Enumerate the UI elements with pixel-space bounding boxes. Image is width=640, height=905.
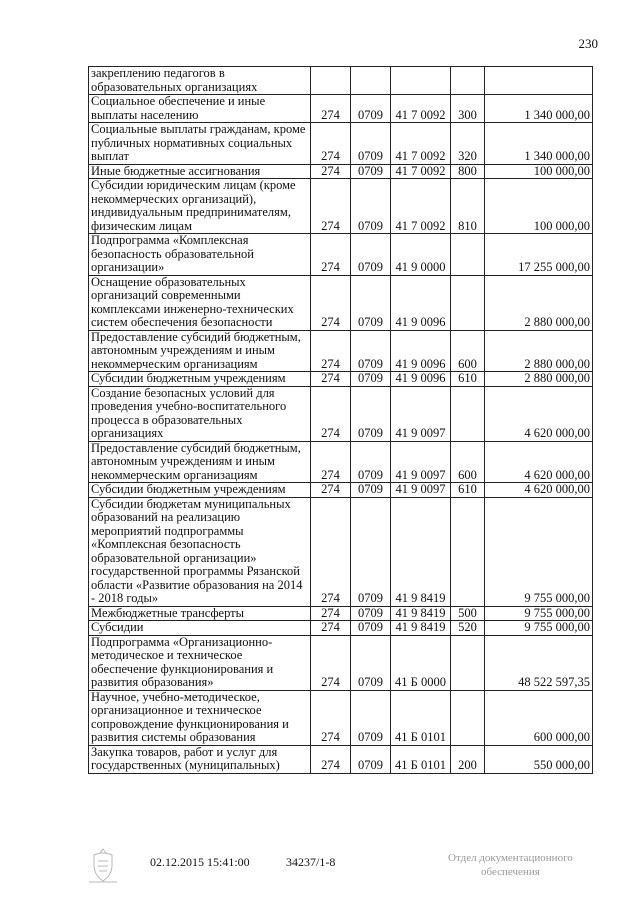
- cell-name: Подпрограмма «Организационно-методическое и техническое обеспечение функционирования и развития образования»: [89, 635, 311, 690]
- cell-c2: 0709: [351, 745, 391, 773]
- cell-c4: [451, 67, 485, 95]
- cell-c1: [311, 67, 351, 95]
- emblem-icon: [86, 846, 120, 884]
- cell-amount: 550 000,00: [485, 745, 593, 773]
- cell-c3: 41 9 0096: [391, 372, 451, 387]
- table-row: [89, 275, 593, 330]
- cell-c3: 41 Б 0000: [391, 635, 451, 690]
- cell-name: Иные бюджетные ассигнования: [89, 164, 311, 179]
- cell-c1: 274: [311, 386, 351, 441]
- cell-c3: 41 9 0097: [391, 386, 451, 441]
- cell-c3: 41 7 0092: [391, 123, 451, 165]
- table-row: [89, 372, 593, 387]
- table-row: [89, 690, 593, 745]
- cell-c1: 274: [311, 95, 351, 123]
- cell-c2: 0709: [351, 372, 391, 387]
- cell-c1: 274: [311, 635, 351, 690]
- cell-c1: 274: [311, 606, 351, 621]
- cell-name: Создание безопасных условий для проведения учебно-воспитательного процесса в образовательных организациях: [89, 386, 311, 441]
- cell-c2: 0709: [351, 606, 391, 621]
- table-row: [89, 621, 593, 636]
- table-row: [89, 164, 593, 179]
- cell-c1: 274: [311, 497, 351, 606]
- cell-name: Предоставление субсидий бюджетным, автономным учреждениям и иным некоммерческим организациям: [89, 330, 311, 372]
- cell-amount: 4 620 000,00: [485, 483, 593, 498]
- cell-c1: 274: [311, 275, 351, 330]
- cell-c1: 274: [311, 123, 351, 165]
- cell-c3: 41 9 0000: [391, 234, 451, 276]
- cell-c1: 274: [311, 164, 351, 179]
- cell-c4: [451, 497, 485, 606]
- cell-c1: 274: [311, 372, 351, 387]
- cell-c3: 41 Б 0101: [391, 690, 451, 745]
- table-row: [89, 483, 593, 498]
- cell-c4: 810: [451, 179, 485, 234]
- cell-c4: [451, 234, 485, 276]
- cell-c1: 274: [311, 745, 351, 773]
- cell-c2: 0709: [351, 621, 391, 636]
- cell-name: Оснащение образовательных организаций современными комплексами инженерно-технических систем обеспечения безопасности: [89, 275, 311, 330]
- cell-name: Межбюджетные трансферты: [89, 606, 311, 621]
- table-row: [89, 745, 593, 773]
- table-row: [89, 330, 593, 372]
- cell-amount: 9 755 000,00: [485, 497, 593, 606]
- cell-c2: 0709: [351, 386, 391, 441]
- cell-name: Подпрограмма «Комплексная безопасность образовательной организации»: [89, 234, 311, 276]
- table-row: [89, 123, 593, 165]
- cell-amount: 4 620 000,00: [485, 441, 593, 483]
- cell-c4: 200: [451, 745, 485, 773]
- table-row: [89, 441, 593, 483]
- cell-c3: 41 9 0097: [391, 483, 451, 498]
- cell-name: Закупка товаров, работ и услуг для государственных (муниципальных): [89, 745, 311, 773]
- cell-c4: 600: [451, 330, 485, 372]
- cell-amount: 1 340 000,00: [485, 123, 593, 165]
- table-row: [89, 497, 593, 606]
- footer-datetime: 02.12.2015 15:41:00: [150, 855, 250, 869]
- cell-amount: 100 000,00: [485, 164, 593, 179]
- table-row: [89, 606, 593, 621]
- cell-c3: 41 9 8419: [391, 497, 451, 606]
- cell-amount: 9 755 000,00: [485, 606, 593, 621]
- cell-name: Социальные выплаты гражданам, кроме публичных нормативных социальных выплат: [89, 123, 311, 165]
- table-row: [89, 234, 593, 276]
- cell-c4: [451, 275, 485, 330]
- cell-c3: 41 9 8419: [391, 606, 451, 621]
- cell-amount: 17 255 000,00: [485, 234, 593, 276]
- cell-amount: 100 000,00: [485, 179, 593, 234]
- cell-amount: 4 620 000,00: [485, 386, 593, 441]
- cell-c3: 41 Б 0101: [391, 745, 451, 773]
- table-row: [89, 179, 593, 234]
- table-row: [89, 386, 593, 441]
- cell-c4: 500: [451, 606, 485, 621]
- cell-c2: 0709: [351, 123, 391, 165]
- cell-c1: 274: [311, 690, 351, 745]
- cell-c1: 274: [311, 330, 351, 372]
- cell-c3: 41 7 0092: [391, 179, 451, 234]
- cell-c4: 600: [451, 441, 485, 483]
- cell-name: Социальное обеспечение и иные выплаты населению: [89, 95, 311, 123]
- cell-amount: 2 880 000,00: [485, 330, 593, 372]
- cell-c2: 0709: [351, 330, 391, 372]
- cell-c4: [451, 386, 485, 441]
- cell-c4: 610: [451, 372, 485, 387]
- cell-c1: 274: [311, 179, 351, 234]
- cell-name: Субсидии бюджетам муниципальных образований на реализацию мероприятий подпрограммы «Комплексная безопасность образовательной организации» государственной программы Рязанской области «Развитие образования на 2014 - 2018 годы»: [89, 497, 311, 606]
- cell-amount: 48 522 597,35: [485, 635, 593, 690]
- cell-c1: 274: [311, 441, 351, 483]
- cell-c3: 41 9 0097: [391, 441, 451, 483]
- cell-c2: 0709: [351, 95, 391, 123]
- cell-c4: 520: [451, 621, 485, 636]
- cell-name: Субсидии: [89, 621, 311, 636]
- cell-name: Научное, учебно-методическое, организационное и техническое сопровождение функционирования и развития системы образования: [89, 690, 311, 745]
- cell-c3: [391, 67, 451, 95]
- cell-amount: 600 000,00: [485, 690, 593, 745]
- cell-c2: 0709: [351, 497, 391, 606]
- cell-c3: 41 9 0096: [391, 330, 451, 372]
- footer-department: [448, 851, 573, 879]
- footer-dept-line2: обеспечения: [481, 866, 540, 878]
- cell-amount: [485, 67, 593, 95]
- cell-amount: 2 880 000,00: [485, 372, 593, 387]
- cell-c2: 0709: [351, 690, 391, 745]
- cell-c3: 41 7 0092: [391, 164, 451, 179]
- cell-name: Субсидии бюджетным учреждениям: [89, 372, 311, 387]
- cell-c2: 0709: [351, 234, 391, 276]
- page-number: 230: [578, 36, 598, 51]
- cell-name: Предоставление субсидий бюджетным, автономным учреждениям и иным некоммерческим организациям: [89, 441, 311, 483]
- cell-c2: 0709: [351, 483, 391, 498]
- table-row: [89, 635, 593, 690]
- cell-c2: 0709: [351, 635, 391, 690]
- cell-c1: 274: [311, 621, 351, 636]
- cell-amount: 1 340 000,00: [485, 95, 593, 123]
- cell-c4: 320: [451, 123, 485, 165]
- cell-c1: 274: [311, 483, 351, 498]
- cell-c2: 0709: [351, 164, 391, 179]
- cell-c2: 0709: [351, 441, 391, 483]
- cell-name: Субсидии юридическим лицам (кроме некоммерческих организаций), индивидуальным предпринимателям, физическим лицам: [89, 179, 311, 234]
- table-row: [89, 95, 593, 123]
- cell-c3: 41 9 8419: [391, 621, 451, 636]
- cell-c4: [451, 690, 485, 745]
- cell-amount: 2 880 000,00: [485, 275, 593, 330]
- cell-name: закреплению педагогов в образовательных организациях: [89, 67, 311, 95]
- cell-c2: 0709: [351, 179, 391, 234]
- cell-c2: [351, 67, 391, 95]
- cell-c4: 610: [451, 483, 485, 498]
- cell-amount: 9 755 000,00: [485, 621, 593, 636]
- cell-name: Субсидии бюджетным учреждениям: [89, 483, 311, 498]
- cell-c4: [451, 635, 485, 690]
- cell-c3: 41 9 0096: [391, 275, 451, 330]
- footer-doc-code: 34237/1-8: [286, 855, 336, 869]
- cell-c1: 274: [311, 234, 351, 276]
- budget-table: [88, 66, 593, 774]
- cell-c3: 41 7 0092: [391, 95, 451, 123]
- cell-c4: 800: [451, 164, 485, 179]
- cell-c2: 0709: [351, 275, 391, 330]
- footer-dept-line1: Отдел документационного: [448, 852, 573, 864]
- cell-c4: 300: [451, 95, 485, 123]
- table-row: [89, 67, 593, 95]
